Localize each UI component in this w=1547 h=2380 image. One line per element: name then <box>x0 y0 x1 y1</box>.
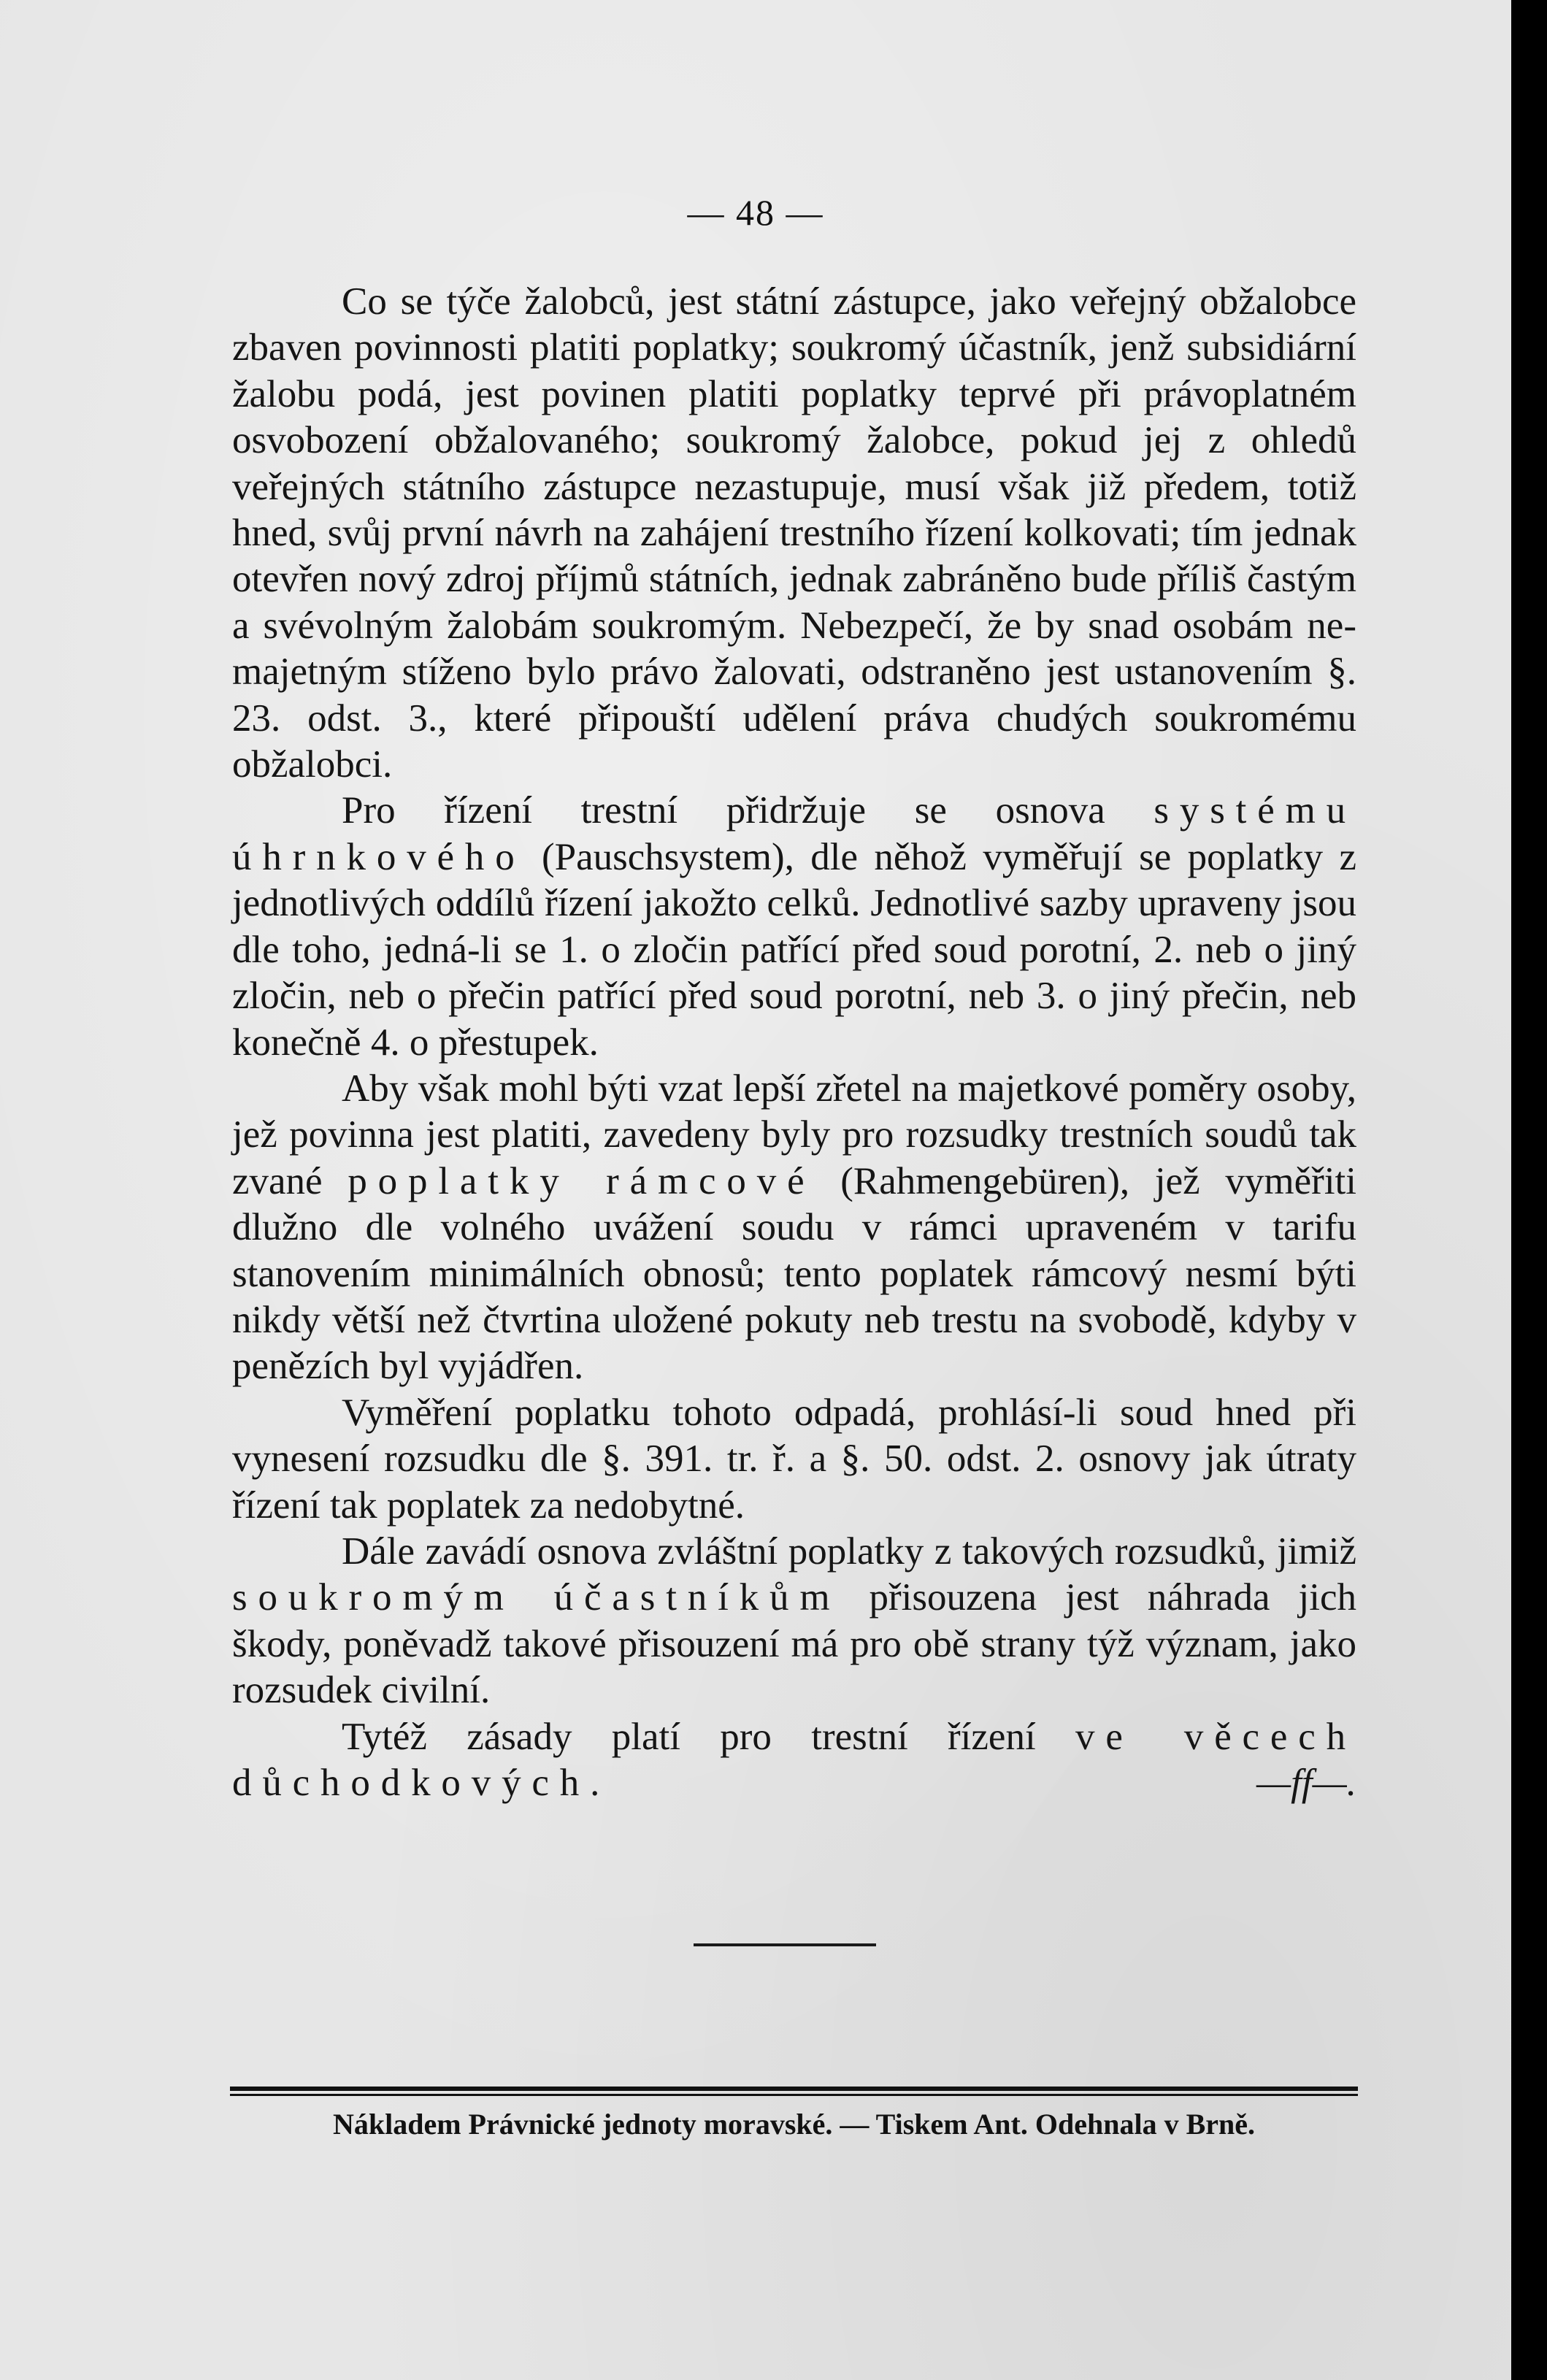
paragraph-5 <box>232 1529 1356 1714</box>
paragraph-text: Pro řízení trestní přidržuje se osnova <box>342 789 1154 832</box>
paragraph-text: . <box>590 1762 600 1804</box>
footer-rule <box>230 2087 1358 2096</box>
paragraph-2 <box>232 788 1356 1065</box>
paragraph-text: Co se týče žalobců, jest státní zástupce, jako veřejný obžalobce zbaven povinnosti platiti poplatky; soukromý účastník, jenž subsidiární žalobu podá, jest povinen platiti poplatky teprvé při právoplatném osvobození obžalovaného; soukromý žalobce, pokud jej z ohledů veřejných státního zástupce nezastupuje, musí však již předem, totiž hned, svůj první návrh na zahájení trestního řízení kolkovati; tím jednak otevřen nový zdroj příjmů státních, jednak zabráněno bude příliš častým a svévolným žalobám soukromým. Nebezpečí, že by snad osobám nemajetným stíženo bylo právo žalovati, odstraněno jest ustanovením §. 23. odst. 3., které připouští udělení práva chudých soukromému obžalobci. <box>232 280 1356 786</box>
scan-border <box>1511 0 1547 2380</box>
paragraph-1 <box>232 279 1356 788</box>
paragraph-3 <box>232 1066 1356 1390</box>
spaced-term: ve věcech důchodkových <box>232 1715 1356 1804</box>
spaced-term: systému úhrnkového <box>232 789 1356 878</box>
paragraph-text: (Pauschsystem), dle něhož vyměřují se poplatky z jednotlivých oddílů řízení jakožto celků. Jednotlivé sazby upraveny jsou dle toho, jedná-li se 1. o zločin patřící před soud porotní, 2. neb o jiný zločin, neb o přečin patřící před soud porotní, neb 3. o jiný přečin, neb konečně 4. o přestupek. <box>232 835 1356 1064</box>
paragraph-4 <box>232 1390 1356 1529</box>
paragraph-text: Tytéž zásady platí pro trestní řízení <box>342 1715 1075 1758</box>
paragraph-text: (Rahmengebüren), jež vyměřiti dlužno dle volného uvážení soudu v rámci upraveném v tarifu stanovením minimálních obnosů; tento poplatek rámcový nesmí býti nikdy větší než čtvrtina uložené pokuty neb trestu na svobodě, kdyby v penězích byl vyjádřen. <box>232 1159 1356 1388</box>
spaced-term: poplatky rámcové <box>348 1159 815 1202</box>
page-number: — 48 — <box>687 192 824 233</box>
author-signature: —ff—. <box>1256 1762 1356 1804</box>
paragraph-text: Dále zavádí osnova zvláštní poplatky z takových rozsudků, jimiž <box>342 1529 1356 1573</box>
section-divider <box>694 1943 876 1946</box>
paragraph-text: Vyměření poplatku tohoto odpadá, prohlásí-li soud hned při vynesení rozsudku dle §. 391. tr. ř. a §. 50. odst. 2. osnovy jak útraty řízení tak poplatek za nedobytné. <box>232 1391 1356 1527</box>
paragraph-6 <box>232 1714 1356 1807</box>
spaced-term: soukromým účastníkům <box>232 1576 841 1619</box>
body-text <box>232 279 1356 1806</box>
paragraph-text: přisouzena jest náhrada jich škody, poněvadž takové přisouzení má pro obě strany týž význam, jako rozsudek civilní. <box>232 1576 1357 1712</box>
paragraph-text: Aby však mohl býti vzat lepší zřetel na majetkové poměry osoby, jež povinna jest platiti, zavedeny byly pro rozsudky trestních soudů tak zvané <box>232 1067 1356 1202</box>
publisher-imprint: Nákladem Právnické jednoty moravské. — Tiskem Ant. Odehnala v Brně. <box>332 2108 1256 2141</box>
